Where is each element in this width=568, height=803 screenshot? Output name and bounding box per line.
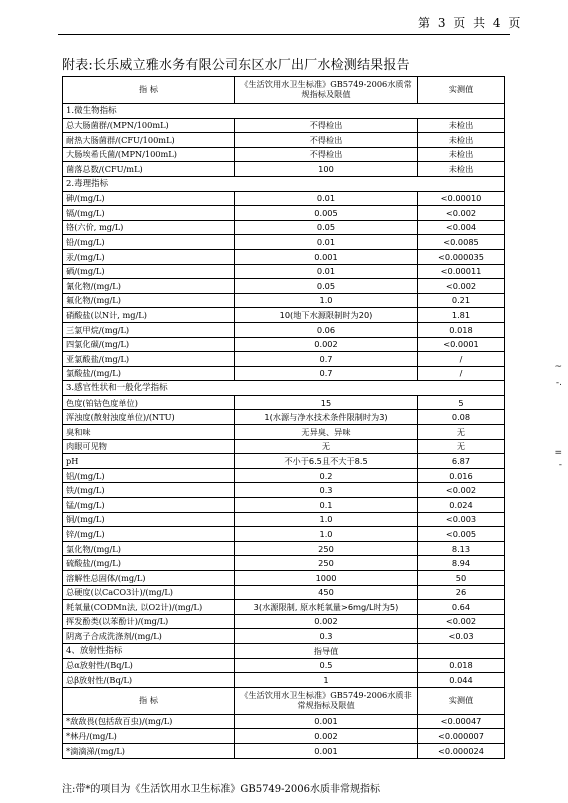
limit-cell: 无 bbox=[235, 439, 418, 454]
limit-cell: 1.0 bbox=[235, 527, 418, 542]
footnote: 注:带*的项目为《生活饮用水卫生标准》GB5749-2006水质非常规指标 bbox=[62, 784, 380, 795]
indicator-cell: pH bbox=[63, 454, 235, 469]
limit-cell: 10(地下水源限制时为20) bbox=[235, 308, 418, 323]
limit-cell: 不小于6.5且不大于8.5 bbox=[235, 454, 418, 469]
measured-value-cell: 26 bbox=[418, 585, 505, 600]
table-row bbox=[63, 293, 505, 308]
header-limit: 《生活饮用水卫生标准》GB5749-2006水质常规指标及限值 bbox=[235, 77, 418, 104]
section-row bbox=[63, 381, 505, 396]
section-row bbox=[63, 176, 505, 191]
section-row bbox=[63, 643, 505, 658]
margin-mark: = bbox=[554, 448, 562, 458]
limit-cell: 0.002 bbox=[235, 337, 418, 352]
indicator-cell: 阴离子合成洗涤剂/(mg/L) bbox=[63, 629, 235, 644]
indicator-cell: 肉眼可见物 bbox=[63, 439, 235, 454]
limit-cell: 不得检出 bbox=[235, 147, 418, 162]
measured-value-cell: <0.000035 bbox=[418, 249, 505, 264]
indicator-cell: 硒/(mg/L) bbox=[63, 264, 235, 279]
table-row bbox=[63, 527, 505, 542]
table-row bbox=[63, 556, 505, 571]
indicator-cell: 铝/(mg/L) bbox=[63, 468, 235, 483]
limit-cell: 0.01 bbox=[235, 191, 418, 206]
limit-cell: 3(水源限制, 原水耗氧量>6mg/L时为5) bbox=[235, 600, 418, 615]
indicator-cell: *敌敌畏(包括敌百虫)/(mg/L) bbox=[63, 714, 235, 729]
indicator-cell: 臭和味 bbox=[63, 425, 235, 440]
table-row bbox=[63, 395, 505, 410]
measured-value-cell: 8.94 bbox=[418, 556, 505, 571]
indicator-cell: 砷/(mg/L) bbox=[63, 191, 235, 206]
measured-value-cell: 1.81 bbox=[418, 308, 505, 323]
indicator-cell: 铅/(mg/L) bbox=[63, 235, 235, 250]
measured-value-cell: / bbox=[418, 352, 505, 367]
limit-cell: 0.05 bbox=[235, 279, 418, 294]
measured-value-cell: <0.0085 bbox=[418, 235, 505, 250]
limit-cell: 1(水源与净水技术条件限制时为3) bbox=[235, 410, 418, 425]
limit-cell: 0.3 bbox=[235, 629, 418, 644]
limit-cell: 0.001 bbox=[235, 743, 418, 758]
measured-value-cell: <0.000024 bbox=[418, 743, 505, 758]
table-row bbox=[63, 220, 505, 235]
measured-value-cell: 0.08 bbox=[418, 410, 505, 425]
measured-value-cell: <0.000007 bbox=[418, 729, 505, 744]
table-row bbox=[63, 585, 505, 600]
table-row bbox=[63, 308, 505, 323]
table-header-row bbox=[63, 687, 505, 714]
table-row bbox=[63, 512, 505, 527]
table-row bbox=[63, 337, 505, 352]
section-label: 4、放射性指标 bbox=[63, 643, 235, 658]
table-row bbox=[63, 541, 505, 556]
measured-value-cell: <0.002 bbox=[418, 279, 505, 294]
indicator-cell: 挥发酚类(以苯酚计)/(mg/L) bbox=[63, 614, 235, 629]
indicator-cell: 溶解性总固体/(mg/L) bbox=[63, 571, 235, 586]
limit-cell: 不得检出 bbox=[235, 133, 418, 148]
limit-cell: 0.06 bbox=[235, 322, 418, 337]
header-indicator: 指 标 bbox=[63, 77, 235, 104]
header-measured: 实测值 bbox=[418, 77, 505, 104]
indicator-cell: 耐热大肠菌群/(CFU/100mL) bbox=[63, 133, 235, 148]
section-label: 2.毒理指标 bbox=[63, 176, 505, 191]
section-empty-cell bbox=[418, 643, 505, 658]
measured-value-cell: 5 bbox=[418, 395, 505, 410]
measured-value-cell: <0.00047 bbox=[418, 714, 505, 729]
table-row bbox=[63, 439, 505, 454]
section-label: 3.感官性状和一般化学指标 bbox=[63, 381, 505, 396]
indicator-cell: 铜/(mg/L) bbox=[63, 512, 235, 527]
indicator-cell: 铁/(mg/L) bbox=[63, 483, 235, 498]
page-number: 第 3 页 共 4 页 bbox=[418, 16, 523, 30]
limit-cell: 250 bbox=[235, 556, 418, 571]
measured-value-cell: 50 bbox=[418, 571, 505, 586]
indicator-cell: 总大肠菌群/(MPN/100mL) bbox=[63, 118, 235, 133]
table-row bbox=[63, 714, 505, 729]
table-row bbox=[63, 264, 505, 279]
header-indicator: 指 标 bbox=[63, 687, 235, 714]
indicator-cell: *滴滴涕/(mg/L) bbox=[63, 743, 235, 758]
limit-cell: 0.1 bbox=[235, 498, 418, 513]
table-row bbox=[63, 410, 505, 425]
table-row bbox=[63, 614, 505, 629]
limit-cell: 0.01 bbox=[235, 264, 418, 279]
indicator-cell: 锌/(mg/L) bbox=[63, 527, 235, 542]
indicator-cell: 铬(六价, mg/L) bbox=[63, 220, 235, 235]
measured-value-cell: 无 bbox=[418, 425, 505, 440]
limit-cell: 无异臭、异味 bbox=[235, 425, 418, 440]
table-row bbox=[63, 235, 505, 250]
indicator-cell: 色度(铂钴色度单位) bbox=[63, 395, 235, 410]
measured-value-cell: 0.024 bbox=[418, 498, 505, 513]
measured-value-cell: <0.002 bbox=[418, 614, 505, 629]
limit-cell: 100 bbox=[235, 162, 418, 177]
header-limit: 《生活饮用水卫生标准》GB5749-2006水质非常规指标及限值 bbox=[235, 687, 418, 714]
measured-value-cell: 0.044 bbox=[418, 673, 505, 688]
limit-cell: 0.3 bbox=[235, 483, 418, 498]
measured-value-cell: 0.016 bbox=[418, 468, 505, 483]
limit-cell: 0.5 bbox=[235, 658, 418, 673]
indicator-cell: 硝酸盐(以N计, mg/L) bbox=[63, 308, 235, 323]
table-row bbox=[63, 454, 505, 469]
measured-value-cell: <0.0001 bbox=[418, 337, 505, 352]
limit-cell: 1000 bbox=[235, 571, 418, 586]
measured-value-cell: 8.13 bbox=[418, 541, 505, 556]
table-row bbox=[63, 673, 505, 688]
limit-cell: 1.0 bbox=[235, 293, 418, 308]
limit-cell: 0.002 bbox=[235, 614, 418, 629]
table-row bbox=[63, 133, 505, 148]
table-row bbox=[63, 468, 505, 483]
indicator-cell: 氰化物/(mg/L) bbox=[63, 279, 235, 294]
table-row bbox=[63, 483, 505, 498]
section-label: 1.微生物指标 bbox=[63, 104, 505, 119]
indicator-cell: 亚氯酸盐/(mg/L) bbox=[63, 352, 235, 367]
limit-cell: 1.0 bbox=[235, 512, 418, 527]
indicator-cell: 总β放射性/(Bq/L) bbox=[63, 673, 235, 688]
indicator-cell: 锰/(mg/L) bbox=[63, 498, 235, 513]
indicator-cell: 氯化物/(mg/L) bbox=[63, 541, 235, 556]
limit-cell: 0.05 bbox=[235, 220, 418, 235]
measured-value-cell: 6.87 bbox=[418, 454, 505, 469]
table-header-row bbox=[63, 77, 505, 104]
table-row bbox=[63, 249, 505, 264]
limit-cell: 15 bbox=[235, 395, 418, 410]
table-row bbox=[63, 571, 505, 586]
indicator-cell: 三氯甲烷/(mg/L) bbox=[63, 322, 235, 337]
indicator-cell: 大肠埃希氏菌/(MPN/100mL) bbox=[63, 147, 235, 162]
measured-value-cell: <0.004 bbox=[418, 220, 505, 235]
limit-cell: 不得检出 bbox=[235, 118, 418, 133]
measured-value-cell: <0.00011 bbox=[418, 264, 505, 279]
margin-mark: - bbox=[558, 460, 562, 470]
indicator-cell: 耗氧量(CODMn法, 以O2计)/(mg/L) bbox=[63, 600, 235, 615]
limit-cell: 0.7 bbox=[235, 366, 418, 381]
indicator-cell: 镉/(mg/L) bbox=[63, 206, 235, 221]
measured-value-cell: 0.64 bbox=[418, 600, 505, 615]
indicator-cell: 汞/(mg/L) bbox=[63, 249, 235, 264]
indicator-cell: 硫酸盐/(mg/L) bbox=[63, 556, 235, 571]
limit-cell: 1 bbox=[235, 673, 418, 688]
measured-value-cell: 未检出 bbox=[418, 118, 505, 133]
measured-value-cell: 0.21 bbox=[418, 293, 505, 308]
margin-mark: ~ bbox=[554, 362, 562, 372]
table-row bbox=[63, 658, 505, 673]
measured-value-cell: 0.018 bbox=[418, 658, 505, 673]
table-row bbox=[63, 629, 505, 644]
measured-value-cell: / bbox=[418, 366, 505, 381]
indicator-cell: 总α放射性/(Bq/L) bbox=[63, 658, 235, 673]
table-row bbox=[63, 352, 505, 367]
limit-cell: 0.01 bbox=[235, 235, 418, 250]
table-row bbox=[63, 600, 505, 615]
header-rule bbox=[58, 34, 510, 35]
section-limit-label: 指导值 bbox=[235, 643, 418, 658]
section-row bbox=[63, 104, 505, 119]
measured-value-cell: 未检出 bbox=[418, 133, 505, 148]
indicator-cell: 氯酸盐/(mg/L) bbox=[63, 366, 235, 381]
measured-value-cell: <0.002 bbox=[418, 206, 505, 221]
header-measured: 实测值 bbox=[418, 687, 505, 714]
limit-cell: 0.005 bbox=[235, 206, 418, 221]
table-row bbox=[63, 147, 505, 162]
measured-value-cell: 未检出 bbox=[418, 162, 505, 177]
table-row bbox=[63, 729, 505, 744]
table-row bbox=[63, 743, 505, 758]
limit-cell: 0.002 bbox=[235, 729, 418, 744]
indicator-cell: 总硬度(以CaCO3计)/(mg/L) bbox=[63, 585, 235, 600]
limit-cell: 0.7 bbox=[235, 352, 418, 367]
table-row bbox=[63, 322, 505, 337]
measured-value-cell: <0.00010 bbox=[418, 191, 505, 206]
limit-cell: 0.2 bbox=[235, 468, 418, 483]
table-row bbox=[63, 425, 505, 440]
report-title: 附表:长乐威立雅水务有限公司东区水厂出厂水检测结果报告 bbox=[62, 58, 410, 73]
limit-cell: 0.001 bbox=[235, 714, 418, 729]
indicator-cell: *林丹/(mg/L) bbox=[63, 729, 235, 744]
margin-mark: -. bbox=[555, 378, 562, 388]
limit-cell: 0.001 bbox=[235, 249, 418, 264]
indicator-cell: 氟化物/(mg/L) bbox=[63, 293, 235, 308]
table-row bbox=[63, 118, 505, 133]
limit-cell: 450 bbox=[235, 585, 418, 600]
measured-value-cell: <0.005 bbox=[418, 527, 505, 542]
indicator-cell: 菌落总数/(CFU/mL) bbox=[63, 162, 235, 177]
limit-cell: 250 bbox=[235, 541, 418, 556]
measured-value-cell: 0.018 bbox=[418, 322, 505, 337]
table-row bbox=[63, 279, 505, 294]
results-table bbox=[62, 76, 505, 759]
measured-value-cell: <0.003 bbox=[418, 512, 505, 527]
table-row bbox=[63, 498, 505, 513]
table-row bbox=[63, 206, 505, 221]
table-row bbox=[63, 191, 505, 206]
measured-value-cell: <0.03 bbox=[418, 629, 505, 644]
measured-value-cell: 无 bbox=[418, 439, 505, 454]
table-row bbox=[63, 162, 505, 177]
measured-value-cell: <0.002 bbox=[418, 483, 505, 498]
table-row bbox=[63, 366, 505, 381]
indicator-cell: 四氯化碳/(mg/L) bbox=[63, 337, 235, 352]
measured-value-cell: 未检出 bbox=[418, 147, 505, 162]
indicator-cell: 浑浊度(散射浊度单位)/(NTU) bbox=[63, 410, 235, 425]
